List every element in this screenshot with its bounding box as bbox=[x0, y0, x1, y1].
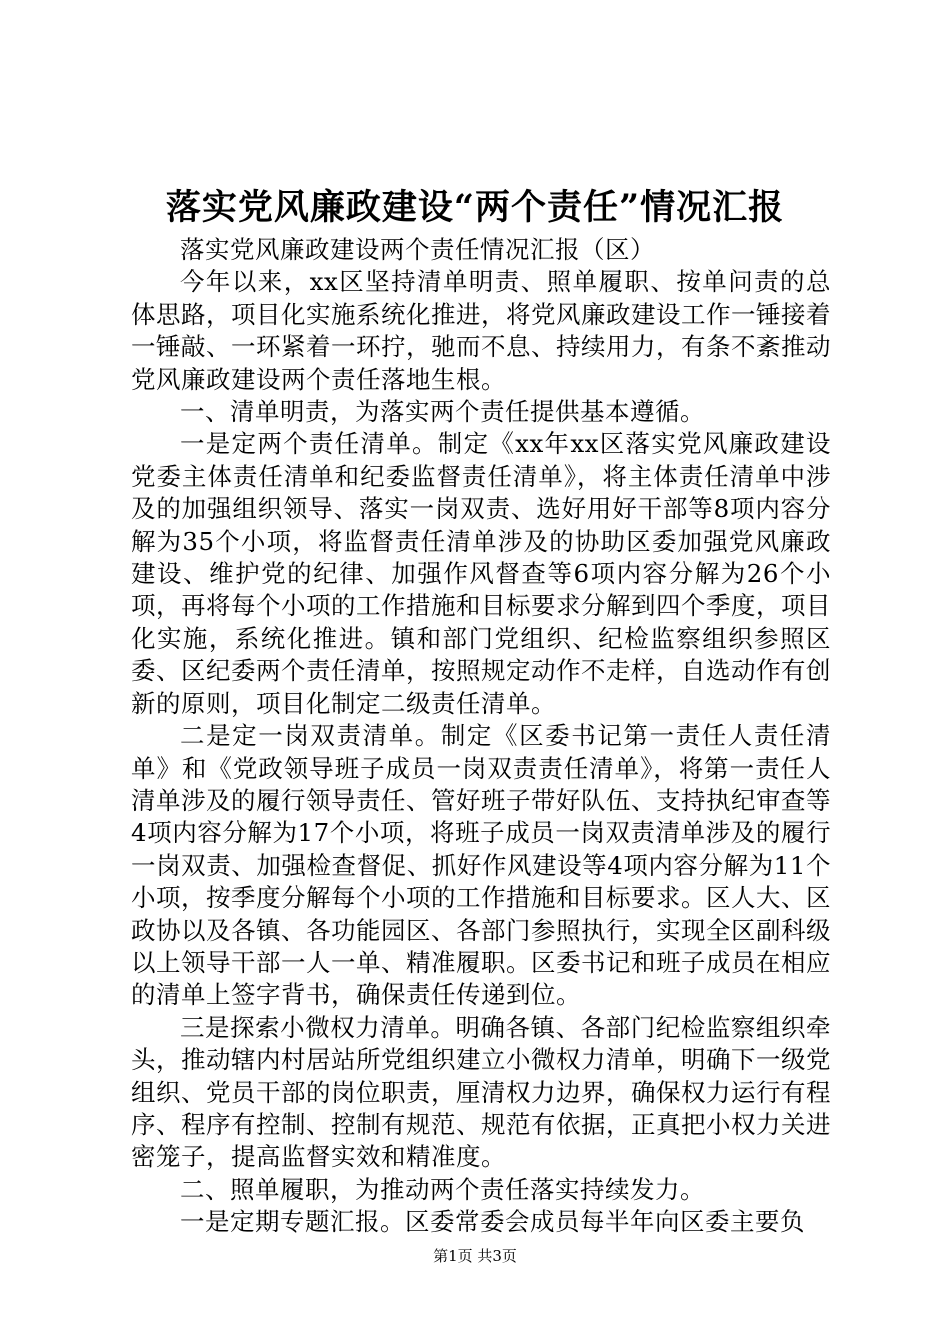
document-title: 落实党风廉政建设“两个责任”情况汇报 bbox=[165, 187, 785, 228]
document-body bbox=[131, 234, 831, 1239]
paragraph-item-2-1: 一是定期专题汇报。区委常委会成员每半年向区委主要负 bbox=[180, 1207, 805, 1237]
page-footer: 第1页 共3页 bbox=[433, 1247, 517, 1265]
paragraph-subtitle: 落实党风廉政建设两个责任情况汇报（区） bbox=[180, 235, 655, 264]
paragraph-item-1-3: 三是探索小微权力清单。明确各镇、各部门纪检监察组织牵头，推动辖内村居站所党组织建立小微权力清单，明确下一级党组织、党员干部的岗位职责，厘清权力边界，确保权力运行有程序、程序有控制、控制有规范、规范有依据，正真把小权力关进密笼子，提高监督实效和精准度。 bbox=[131, 1012, 831, 1172]
section-heading-1: 一、清单明责，为落实两个责任提供基本遵循。 bbox=[180, 397, 705, 427]
paragraph-item-1-2: 二是定一岗双责清单。制定《区委书记第一责任人责任清单》和《党政领导班子成员一岗双责责任清单》，将第一责任人清单涉及的履行领导责任、管好班子带好队伍、支持执纪审查等4项内容分解为17个小项，将班子成员一岗双责清单涉及的履行一岗双责、加强检查督促、抓好作风建设等4项内容分解为11个小项，按季度分解每个小项的工作措施和目标要求。区人大、区政协以及各镇、各功能园区、各部门参照执行，实现全区副科级以上领导干部一人一单、精准履职。区委书记和班子成员在相应的清单上签字背书，确保责任传递到位。 bbox=[131, 721, 831, 1010]
paragraph-item-1-1: 一是定两个责任清单。制定《xx年xx区落实党风廉政建设党委主体责任清单和纪委监督责任清单》，将主体责任清单中涉及的加强组织领导、落实一岗双责、选好用好干部等8项内容分解为35个小项，将监督责任清单涉及的协助区委加强党风廉政建设、维护党的纪律、加强作风督查等6项内容分解为26个小项，再将每个小项的工作措施和目标要求分解到四个季度，项目化实施，系统化推进。镇和部门党组织、纪检监察组织参照区委、区纪委两个责任清单，按照规定动作不走样，自选动作有创新的原则，项目化制定二级责任清单。 bbox=[131, 429, 831, 718]
section-heading-2: 二、照单履职，为推动两个责任落实持续发力。 bbox=[180, 1174, 705, 1204]
paragraph-intro: 今年以来，xx区坚持清单明责、照单履职、按单问责的总体思路，项目化实施系统化推进，将党风廉政建设工作一锤接着一锤敲、一环紧着一环拧，驰而不息、持续用力，有条不紊推动党风廉政建设两个责任落地生根。 bbox=[131, 267, 831, 394]
